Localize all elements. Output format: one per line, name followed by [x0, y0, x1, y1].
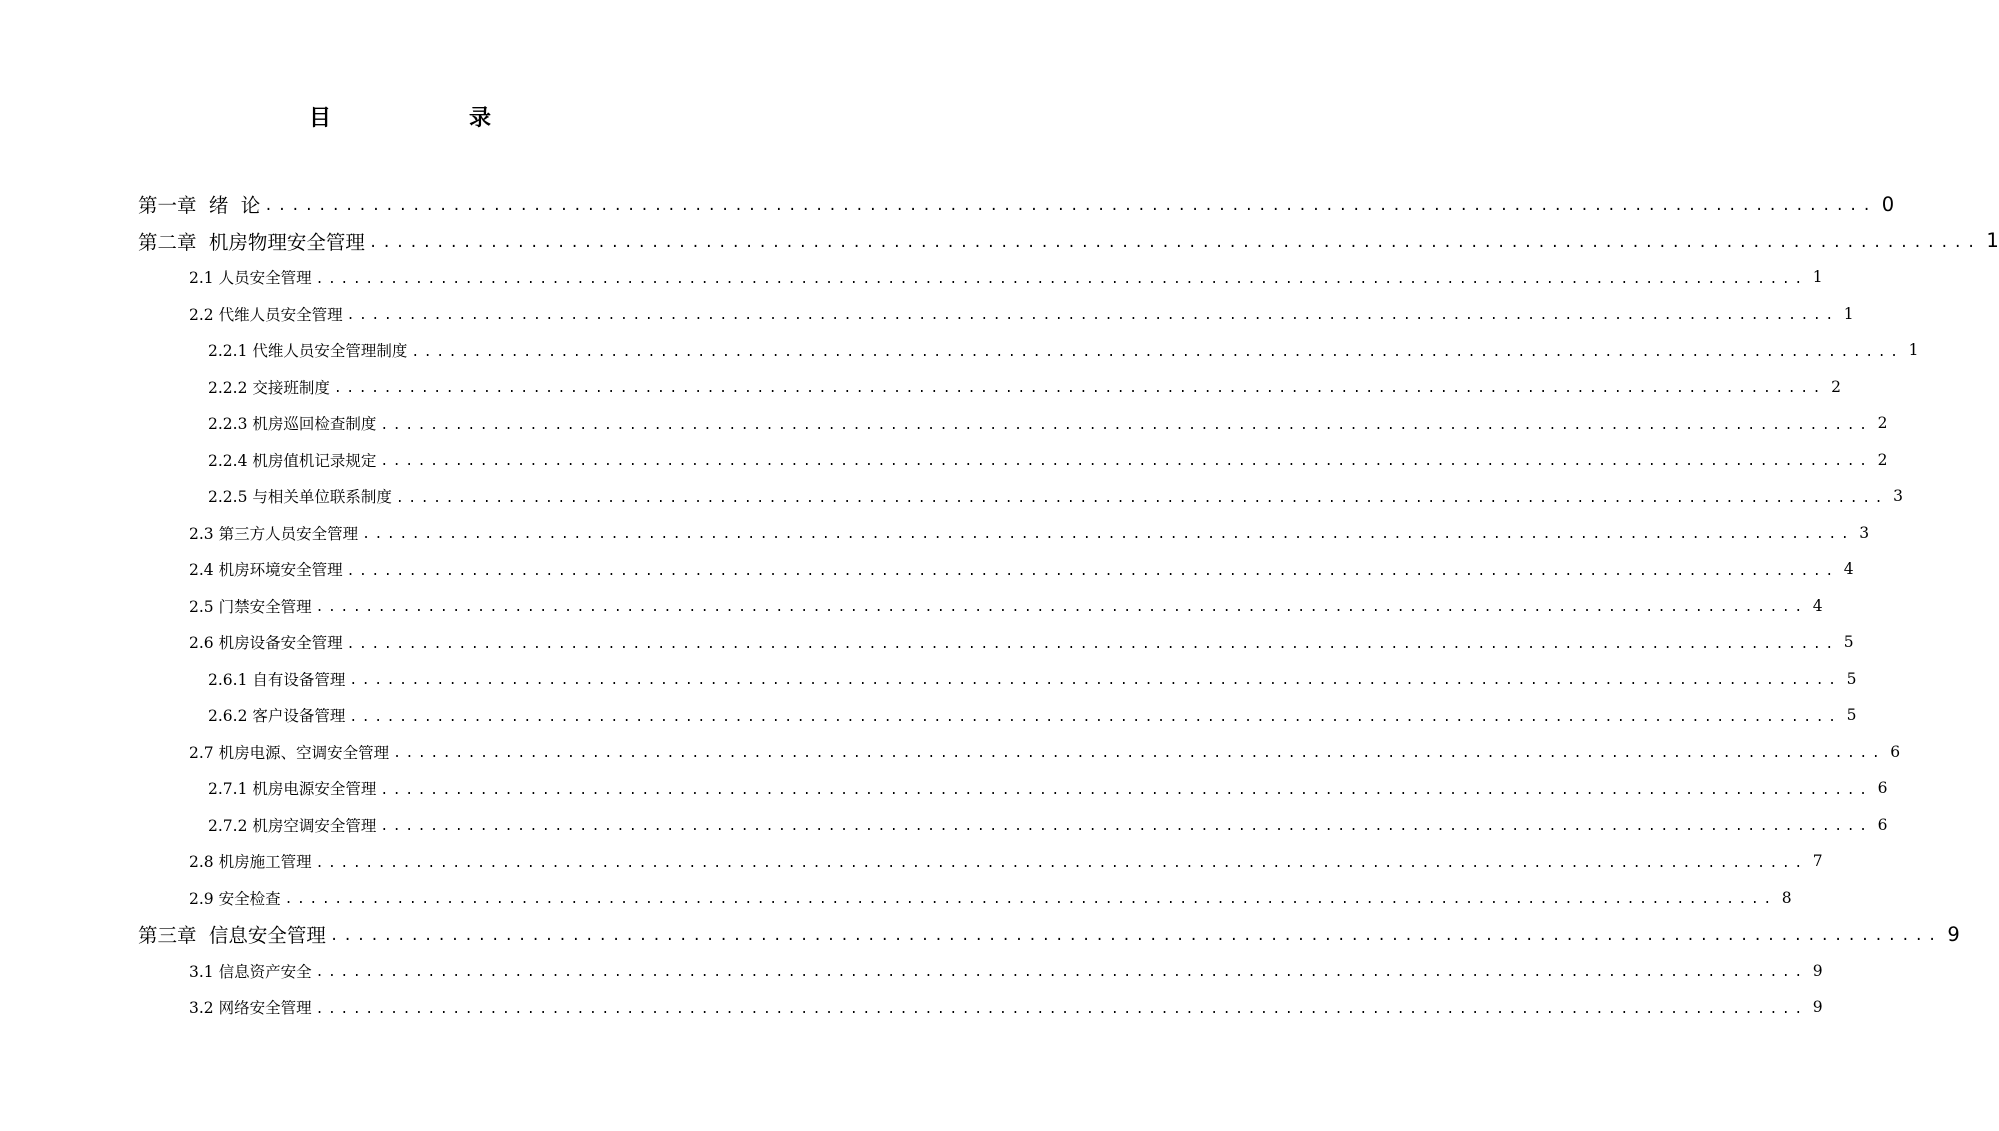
toc-entry-section[interactable] [0, 989, 1823, 1026]
toc-dot-leader: ........................................................................................................................ [284, 892, 1776, 908]
toc-entry-subsection[interactable] [0, 478, 1903, 515]
toc-entry-subsection[interactable] [0, 369, 1841, 406]
toc-entry-label: 3.1 信息资产安全 [189, 962, 312, 981]
toc-dot-leader: ........................................................................................................................ [380, 819, 1872, 835]
toc-entry-subsection[interactable] [0, 442, 1888, 479]
toc-dot-leader: ........................................................................................................................ [395, 490, 1888, 506]
toc-entry-label: 2.3 第三方人员安全管理 [189, 524, 359, 543]
toc-entry-label: 第二章 机房物理安全管理 [138, 230, 365, 254]
toc-dot-leader: ........................................................................................................................ [333, 381, 1826, 397]
toc-entry-subsection[interactable] [0, 770, 1888, 807]
toc-dot-leader: ........................................................................................................................ [315, 271, 1807, 287]
toc-entry-label: 2.6 机房设备安全管理 [189, 634, 343, 653]
toc-entry-page-number: 5 [1843, 633, 1854, 652]
toc-entry-page-number: 4 [1843, 560, 1854, 579]
toc-entry-page-number: 5 [1846, 706, 1857, 725]
toc-dot-leader: ........................................................................................................................ [393, 746, 1885, 762]
toc-dot-leader: ........................................................................................................................ [362, 527, 1854, 543]
table-of-contents [0, 186, 1999, 1026]
toc-dot-leader: ........................................................................................................................ [329, 928, 1942, 945]
toc-dot-leader: ........................................................................................................................ [380, 417, 1872, 433]
toc-dot-leader: ........................................................................................................................ [380, 782, 1872, 798]
toc-dot-leader: ........................................................................................................................ [264, 198, 1876, 215]
toc-entry-chapter[interactable] [0, 223, 1999, 260]
toc-entry-subsection[interactable] [0, 807, 1888, 844]
toc-entry-subsection[interactable] [0, 697, 1857, 734]
toc-entry-page-number: 2 [1831, 377, 1841, 396]
toc-dot-leader: ........................................................................................................................ [346, 636, 1838, 652]
toc-entry-label: 2.2.3 机房巡回检查制度 [208, 415, 377, 434]
toc-dot-leader: ........................................................................................................................ [315, 855, 1807, 871]
toc-entry-page-number: 1 [1812, 268, 1823, 287]
toc-entry-page-number: 3 [1893, 487, 1903, 506]
toc-entry-section[interactable] [0, 880, 1792, 917]
toc-entry-section[interactable] [0, 296, 1854, 333]
toc-entry-label: 2.7.1 机房电源安全管理 [208, 780, 377, 799]
toc-entry-subsection[interactable] [0, 405, 1888, 442]
toc-entry-label: 2.7 机房电源、空调安全管理 [189, 743, 390, 762]
toc-entry-page-number: 9 [1812, 961, 1823, 980]
toc-entry-section[interactable] [0, 953, 1823, 990]
toc-entry-label: 第三章 信息安全管理 [138, 924, 326, 948]
toc-entry-label: 2.4 机房环境安全管理 [189, 561, 343, 580]
toc-entry-page-number: 7 [1812, 852, 1823, 871]
toc-entry-section[interactable] [0, 624, 1854, 661]
toc-entry-chapter[interactable] [0, 916, 1960, 953]
toc-entry-label: 2.2 代维人员安全管理 [189, 305, 343, 324]
toc-dot-leader: ........................................................................................................................ [368, 234, 1981, 251]
toc-dot-leader: ........................................................................................................................ [315, 600, 1807, 616]
toc-entry-page-number: 3 [1859, 523, 1870, 542]
toc-title: 目 录 [308, 106, 549, 131]
toc-entry-label: 2.8 机房施工管理 [189, 853, 312, 872]
toc-dot-leader: ........................................................................................................................ [346, 308, 1838, 324]
toc-entry-page-number: 6 [1877, 815, 1888, 834]
toc-entry-label: 2.6.1 自有设备管理 [208, 670, 346, 689]
toc-entry-section[interactable] [0, 588, 1823, 625]
toc-entry-chapter[interactable] [0, 186, 1895, 223]
toc-entry-page-number: 9 [1812, 998, 1823, 1017]
toc-entry-section[interactable] [0, 259, 1823, 296]
toc-dot-leader: ........................................................................................................................ [349, 673, 1841, 689]
toc-entry-page-number: 1 [1843, 304, 1854, 323]
toc-entry-page-number: 9 [1947, 922, 1960, 946]
toc-entry-label: 2.5 门禁安全管理 [189, 597, 312, 616]
toc-entry-page-number: 1 [1986, 229, 1999, 253]
toc-entry-page-number: 8 [1781, 888, 1792, 907]
toc-entry-page-number: 2 [1877, 450, 1888, 469]
toc-entry-page-number: 1 [1908, 341, 1919, 360]
toc-entry-page-number: 6 [1890, 742, 1901, 761]
toc-entry-section[interactable] [0, 551, 1854, 588]
toc-entry-subsection[interactable] [0, 661, 1857, 698]
toc-dot-leader: ........................................................................................................................ [411, 344, 1903, 360]
toc-dot-leader: ........................................................................................................................ [349, 709, 1841, 725]
toc-entry-label: 2.9 安全检查 [189, 889, 281, 908]
toc-entry-label: 2.7.2 机房空调安全管理 [208, 816, 377, 835]
toc-dot-leader: ........................................................................................................................ [380, 454, 1872, 470]
toc-dot-leader: ........................................................................................................................ [315, 965, 1807, 981]
toc-entry-section[interactable] [0, 515, 1870, 552]
toc-entry-label: 2.2.5 与相关单位联系制度 [208, 488, 392, 507]
toc-dot-leader: ........................................................................................................................ [346, 563, 1838, 579]
toc-entry-label: 2.6.2 客户设备管理 [208, 707, 346, 726]
toc-entry-page-number: 0 [1881, 192, 1895, 216]
toc-entry-page-number: 5 [1846, 669, 1857, 688]
toc-entry-page-number: 4 [1812, 596, 1823, 615]
toc-entry-section[interactable] [0, 734, 1901, 771]
toc-entry-label: 2.2.1 代维人员安全管理制度 [208, 342, 408, 361]
toc-dot-leader: ........................................................................................................................ [315, 1001, 1807, 1017]
toc-entry-page-number: 6 [1877, 779, 1888, 798]
toc-entry-label: 2.1 人员安全管理 [189, 269, 312, 288]
toc-entry-page-number: 2 [1877, 414, 1888, 433]
toc-entry-label: 第一章 绪 论 [138, 194, 261, 218]
toc-entry-subsection[interactable] [0, 332, 1919, 369]
toc-entry-label: 3.2 网络安全管理 [189, 999, 312, 1018]
toc-entry-section[interactable] [0, 843, 1823, 880]
toc-entry-label: 2.2.2 交接班制度 [208, 378, 330, 397]
toc-entry-label: 2.2.4 机房值机记录规定 [208, 451, 377, 470]
